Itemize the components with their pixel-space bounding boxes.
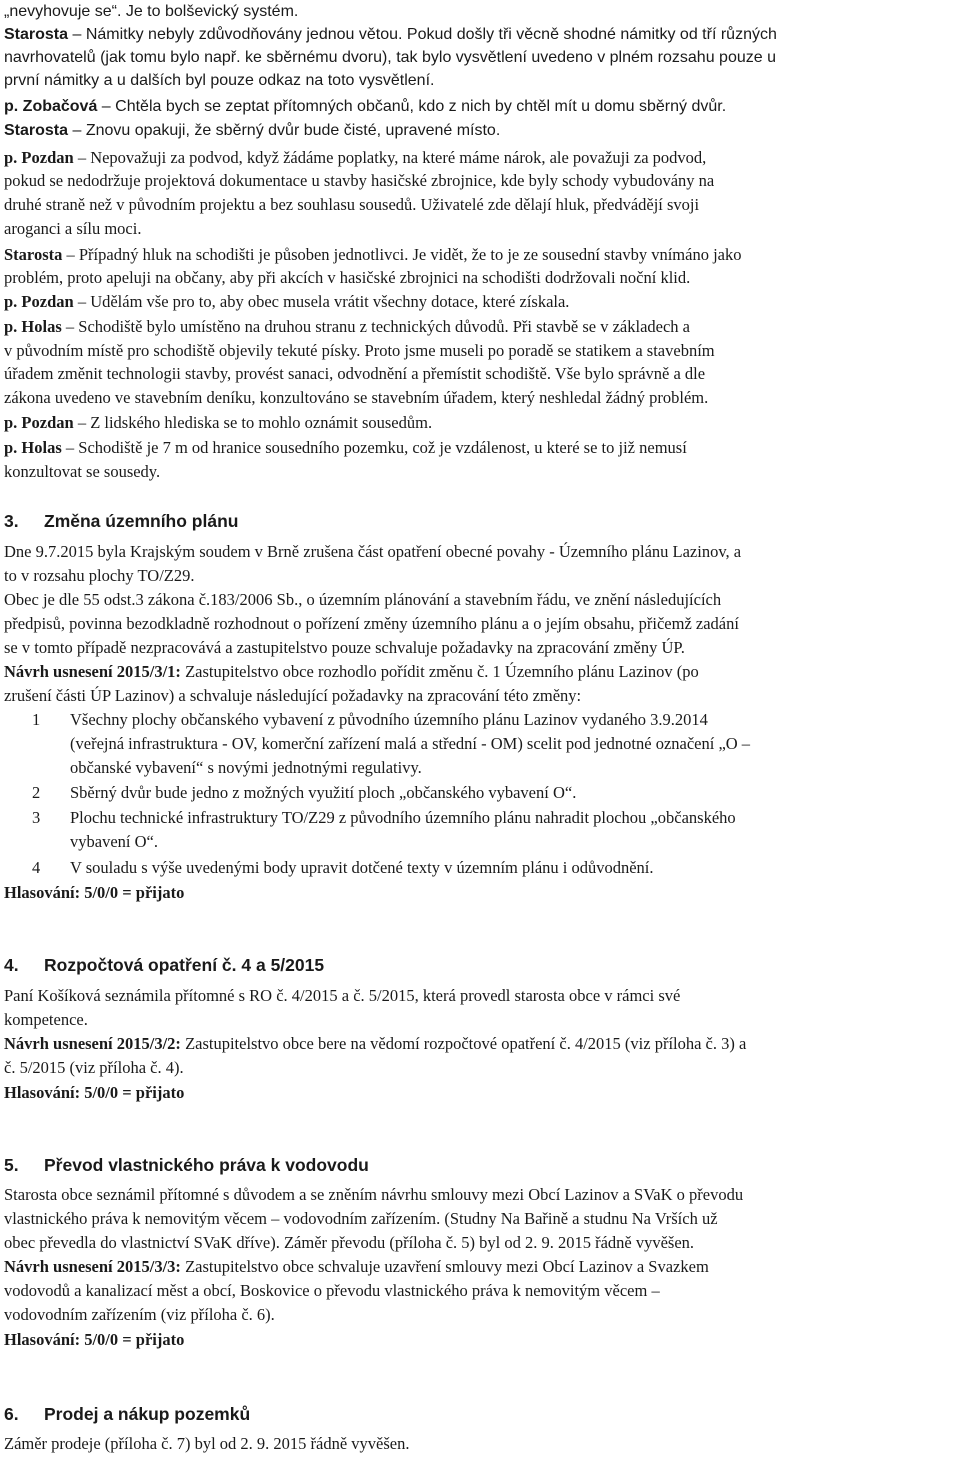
proposal-text: Zastupitelstvo obce schvaluje uzavření smlouvy mezi Obcí Lazinov a Svazkem [180, 1257, 709, 1276]
proposal-label: Návrh usnesení 2015/3/1: [4, 662, 181, 681]
section-title: Převod vlastnického práva k vodovodu [44, 1155, 369, 1175]
section-number: 6. [4, 1404, 19, 1424]
paragraph-line: vlastnického práva k nemovitým věcem – vodovodním zařízením. (Studny Na Bařině a studnu Na Vrších už [4, 1209, 718, 1228]
paragraph-line: první námitky a u dalších byl pouze odkaz na toto vysvětlení. [4, 72, 435, 89]
vote-result: Hlasování: 5/0/0 = přijato [4, 883, 185, 902]
speaker-name: p. Pozdan [4, 413, 74, 432]
paragraph-line: aroganci a sílu moci. [4, 219, 142, 238]
speaker-name: p. Pozdan [4, 148, 74, 167]
list-number: 1 [32, 710, 41, 729]
proposal-text: Zastupitelstvo obce bere na vědomí rozpočtové opatření č. 4/2015 (viz příloha č. 3) a [180, 1034, 747, 1053]
speaker-name: p. Holas [4, 438, 62, 457]
paragraph-line: předpisů, povinna bezodkladně rozhodnout o pořízení změny územního plánu a o jejím obsahu, přičemž zadání [4, 614, 739, 633]
paragraph-line: Obec je dle 55 odst.3 zákona č.183/2006 Sb., o územním plánování a stavebním řádu, ve znění následujících [4, 590, 722, 609]
paragraph-line: „nevyhovuje se“. Je to bolševický systém. [4, 3, 299, 20]
section-number: 4. [4, 955, 19, 975]
list-item-line: Všechny plochy občanského vybavení z původního územního plánu Lazinov vydaného 3.9.2014 [70, 710, 708, 729]
speech-text: – Námitky nebyly zdůvodňovány jednou větou. Pokud došly tři věcně shodné námitky od tří různých [68, 26, 777, 43]
paragraph-line: obec převedla do vlastnictví SVaK dříve). Záměr převodu (příloha č. 5) byl od 2. 9. 2015 řádně vyvěšen. [4, 1233, 695, 1252]
proposal-text: Zastupitelstvo obce rozhodlo pořídit změnu č. 1 Územního plánu Lazinov (po [180, 662, 699, 681]
section-number: 5. [4, 1155, 19, 1175]
speaker-name: p. Holas [4, 317, 62, 336]
list-item-line: Sběrný dvůr bude jedno z možných využití ploch „občanského vybavení O“. [70, 783, 577, 802]
speech-text: – Schodiště je 7 m od hranice sousedního pozemku, což je vzdálenost, u které se to již nemusí [61, 438, 687, 457]
paragraph-line: zákona uvedeno ve stavebním deníku, konzultováno se stavebním úřadem, který neshledal žádný problém. [4, 388, 709, 407]
paragraph-line: vodovodů a kanalizací měst a obcí, Boskovice o převodu vlastnického práva k nemovitým věcem – [4, 1281, 660, 1300]
list-item-line: Plochu technické infrastruktury TO/Z29 z původního územního plánu nahradit plochou „občanského [70, 808, 736, 827]
speech-text: – Udělám vše pro to, aby obec musela vrátit všechny dotace, které získala. [73, 292, 570, 311]
list-item-line: občanské vybavení“ s novými jednotnými regulativy. [70, 758, 422, 777]
paragraph-line: Paní Košíková seznámila přítomné s RO č. 4/2015 a č. 5/2015, která provedl starosta obce v rámci své [4, 986, 681, 1005]
proposal-label: Návrh usnesení 2015/3/2: [4, 1034, 181, 1053]
section-title: Změna územního plánu [44, 511, 239, 531]
paragraph-line: Záměr prodeje (příloha č. 7) byl od 2. 9. 2015 řádně vyvěšen. [4, 1434, 410, 1453]
paragraph-line [4, 1256, 709, 1278]
list-item [32, 857, 654, 879]
speech-text: – Nepovažuji za podvod, když žádáme poplatky, na které máme nárok, ale považuji za podvod, [73, 148, 707, 167]
paragraph-line: Starosta obce seznámil přítomné s důvodem a se zněním návrhu smlouvy mezi Obcí Lazinov a SVaK o převodu [4, 1185, 744, 1204]
paragraph-line: č. 5/2015 (viz příloha č. 4). [4, 1058, 184, 1077]
speaker-name: p. Zobačová [4, 98, 98, 115]
speech-text: – Schodiště bylo umístěno na druhou stranu z technických důvodů. Při stavbě se v základech a [61, 317, 691, 336]
vote-result: Hlasování: 5/0/0 = přijato [4, 1083, 185, 1102]
paragraph-line: vodovodním zařízením (viz příloha č. 6). [4, 1305, 275, 1324]
paragraph-line [4, 244, 742, 266]
paragraph-line [4, 316, 690, 338]
paragraph-line [4, 661, 699, 683]
list-item [32, 807, 736, 829]
section-title: Prodej a nákup pozemků [44, 1404, 251, 1424]
paragraph-line [4, 96, 726, 118]
paragraph-line: pokud se nedodržuje projektová dokumentace u stavby hasičské zbrojnice, kde byly schody vybudovány na [4, 171, 715, 190]
speech-text: – Chtěla bych se zeptat přítomných občanů, kdo z nich by chtěl mít u domu sběrný dvůr. [97, 98, 727, 115]
list-item [32, 782, 577, 804]
paragraph-line [4, 147, 706, 169]
list-item [32, 709, 708, 731]
section-heading [4, 953, 324, 977]
list-number: 3 [32, 808, 41, 827]
speaker-name: Starosta [4, 26, 69, 43]
paragraph-line: úřadem změnit technologii stavby, provést sanaci, odvodnění a přemístit schodiště. Vše bylo správně a dle [4, 364, 706, 383]
paragraph-line: druhé straně než v původním projektu a bez souhlasu sousedů. Uživatelé zde dělají hluk, předvádějí svoji [4, 195, 700, 214]
speaker-name: Starosta [4, 245, 63, 264]
vote-result: Hlasování: 5/0/0 = přijato [4, 1330, 185, 1349]
proposal-label: Návrh usnesení 2015/3/3: [4, 1257, 181, 1276]
speech-text: – Znovu opakuji, že sběrný dvůr bude čisté, upravené místo. [68, 122, 501, 139]
paragraph-line: konzultovat se sousedy. [4, 462, 161, 481]
paragraph-line [4, 1033, 746, 1055]
paragraph-line [4, 24, 777, 46]
list-item-line: V souladu s výše uvedenými body upravit dotčené texty v územním plánu i odůvodnění. [70, 858, 654, 877]
paragraph-line: to v rozsahu plochy TO/Z29. [4, 566, 195, 585]
speech-text: – Případný hluk na schodišti je působen jednotlivci. Je vidět, že to je ze sousední stavby vnímáno jako [62, 245, 742, 264]
paragraph-line [4, 412, 432, 434]
speaker-name: Starosta [4, 122, 69, 139]
paragraph-line: navrhovatelů (jak tomu bylo např. ke sběrnému dvoru), tak bylo vysvětlení uvedeno v plném rozsahu pouze u [4, 49, 776, 66]
section-heading [4, 509, 238, 533]
paragraph-line: problém, proto apeluji na občany, aby při akcích v hasičské zbrojnici na schodišti dodržovali noční klid. [4, 268, 691, 287]
list-item-line: (veřejná infrastruktura - OV, komerční zařízení malá a střední - OM) scelit pod jednotné označení „O – [70, 734, 751, 753]
paragraph-line: Dne 9.7.2015 byla Krajským soudem v Brně zrušena část opatření obecné povahy - Územního plánu Lazinov, a [4, 542, 742, 561]
paragraph-line [4, 291, 569, 313]
section-heading [4, 1153, 369, 1177]
paragraph-line [4, 120, 500, 142]
section-heading [4, 1402, 250, 1426]
paragraph-line: se v tomto případě nezpracovává a zastupitelstvo pouze schvaluje požadavky na zpracování změny ÚP. [4, 638, 685, 657]
speech-text: – Z lidského hlediska se to mohlo oznámit sousedům. [73, 413, 433, 432]
list-item-line: vybavení O“. [70, 832, 158, 851]
speaker-name: p. Pozdan [4, 292, 74, 311]
list-number: 2 [32, 783, 41, 802]
paragraph-line [4, 437, 687, 459]
list-number: 4 [32, 858, 41, 877]
section-title: Rozpočtová opatření č. 4 a 5/2015 [44, 955, 325, 975]
paragraph-line: zrušení části ÚP Lazinov) a schvaluje následující požadavky na zpracování této změny: [4, 686, 582, 705]
paragraph-line: v původním místě pro schodiště objevily tekuté písky. Proto jsme museli po poradě se statikem a stavebním [4, 341, 715, 360]
section-number: 3. [4, 511, 19, 531]
paragraph-line: kompetence. [4, 1010, 88, 1029]
